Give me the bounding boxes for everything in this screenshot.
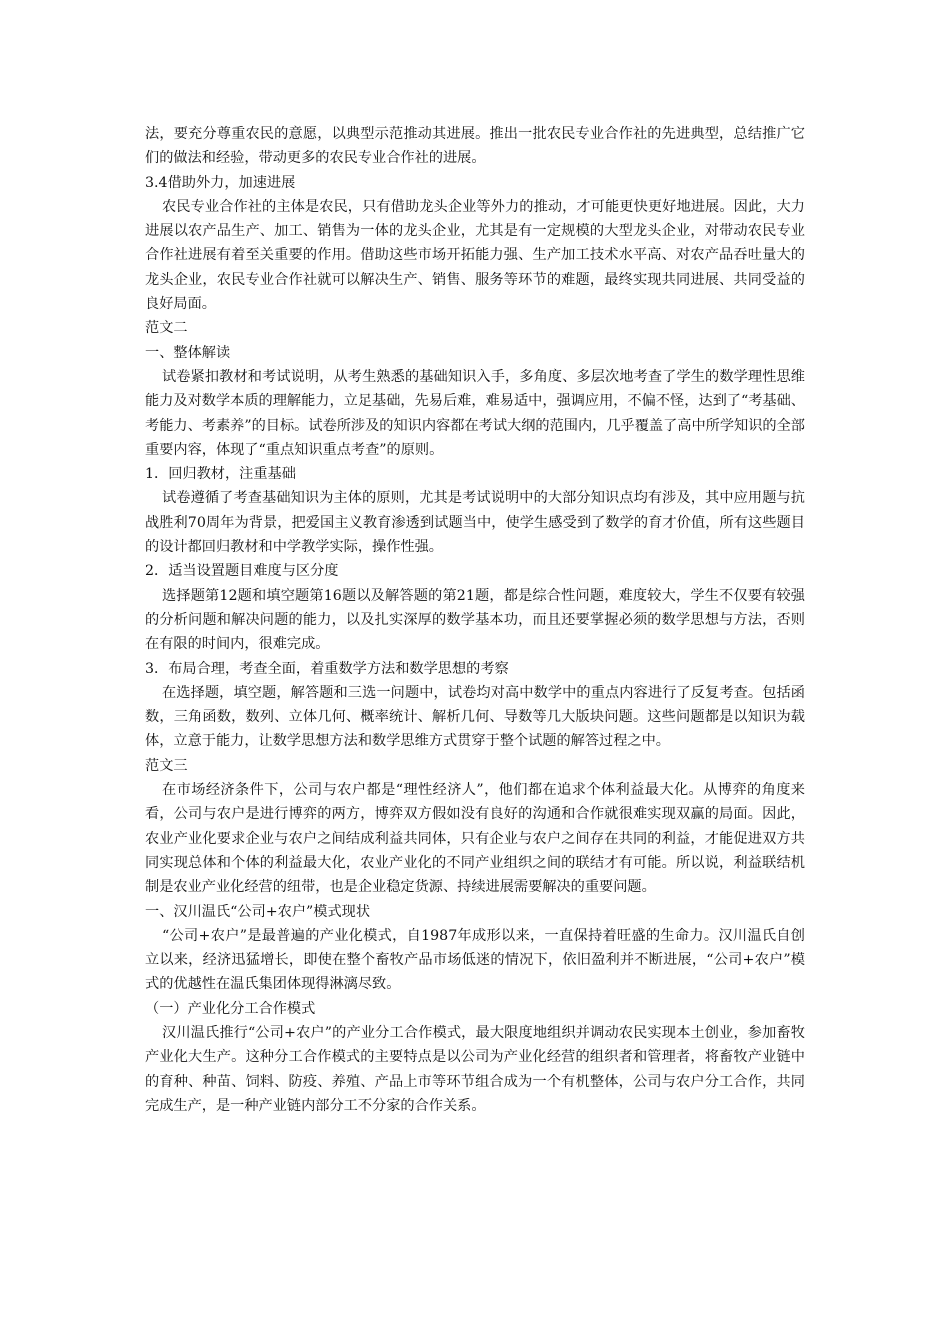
section-heading: 3．布局合理，考查全面，着重数学方法和数学思想的考察 (145, 660, 509, 677)
paragraph: 在市场经济条件下，公司与农户都是“理性经济人”，他们都在追求个体利益最大化。从博弈的角度来看，公司与农户是进行博弈的两方，博弈双方假如没有良好的沟通和合作就很难实现双赢的局面。因此，农业产业化要求企业与农户之间结成利益共同体，只有企业与农户之间存在共同的利益，才能促进双方共同实现总体和个体的利益最大化，农业产业化的不同产业组织之间的联结才有可能。所以说，利益联结机制是农业产业化经营的纽带，也是企业稳定货源、持续进展需要解决的重要问题。 (145, 782, 805, 896)
paragraph: 在选择题，填空题，解答题和三选一问题中，试卷均对高中数学中的重点内容进行了反复考查。包括函数，三角函数，数列、立体几何、概率统计、解析几何、导数等几大版块问题。这些问题都是以知识为载体，立意于能力，让数学思想方法和数学思维方式贯穿于整个试题的解答过程之中。 (145, 684, 805, 750)
section-heading: 3.4借助外力，加速进展 (145, 174, 296, 191)
paragraph: 汉川温氏推行“公司+农户”的产业分工合作模式，最大限度地组织并调动农民实现本土创业，参加畜牧产业化大生产。这种分工合作模式的主要特点是以公司为产业化经营的组织者和管理者，将畜牧产业链中的育种、种苗、饲料、防疫、养殖、产品上市等环节组合成为一个有机整体，公司与农户分工合作，共同完成生产，是一种产业链内部分工不分家的合作关系。 (145, 1024, 805, 1114)
paragraph: 农民专业合作社的主体是农民，只有借助龙头企业等外力的推动，才可能更快更好地进展。因此，大力进展以农产品生产、加工、销售为一体的龙头企业，尤其是有一定规模的大型龙头企业，对带动农民专业合作社进展有着至关重要的作用。借助这些市场开拓能力强、生产加工技术水平高、对农产品吞吐量大的龙头企业，农民专业合作社就可以解决生产、销售、服务等环节的难题，最终实现共同进展、共同受益的良好局面。 (145, 198, 805, 313)
section-heading: 一、汉川温氏“公司+农户”模式现状 (145, 903, 371, 920)
section-heading: 2．适当设置题目难度与区分度 (145, 563, 339, 580)
paragraph: 选择题第12题和填空题第16题以及解答题的第21题，都是综合性问题，难度较大，学生不仅要有较强的分析问题和解决问题的能力，以及扎实深厚的数学基本功，而且还要掌握必须的数学思想与方法，否则在有限的时间内，很难完成。 (145, 587, 805, 653)
paragraph: “公司+农户”是最普遍的产业化模式，自1987年成形以来，一直保持着旺盛的生命力。汉川温氏自创立以来，经济迅猛增长，即使在整个畜牧产品市场低迷的情况下，依旧盈利并不断进展，“公司+农户”模式的优越性在温氏集团体现得淋漓尽致。 (145, 927, 805, 993)
section-heading: 范文二 (145, 320, 188, 337)
paragraph: 试卷遵循了考查基础知识为主体的原则，尤其是考试说明中的大部分知识点均有涉及，其中应用题与抗战胜利70周年为背景，把爱国主义教育渗透到试题当中，使学生感受到了数学的育才价值，所有这些题目的设计都回归教材和中学教学实际，操作性强。 (145, 490, 805, 556)
document-body (145, 122, 805, 1118)
paragraph: 法，要充分尊重农民的意愿，以典型示范推动其进展。推出一批农民专业合作社的先进典型，总结推广它们的做法和经验，带动更多的农民专业合作社的进展。 (145, 126, 805, 167)
section-heading: 范文三 (145, 757, 188, 774)
paragraph: 试卷紧扣教材和考试说明，从考生熟悉的基础知识入手，多角度、多层次地考查了学生的数学理性思维能力及对数学本质的理解能力，立足基础，先易后难，难易适中，强调应用，不偏不怪，达到了“考基础、考能力、考素养”的目标。试卷所涉及的知识内容都在考试大纲的范围内，几乎覆盖了高中所学知识的全部重要内容，体现了“重点知识重点考查”的原则。 (145, 368, 805, 458)
subsection-heading: （一）产业化分工合作模式 (145, 1000, 316, 1017)
section-heading: 一、整体解读 (145, 344, 231, 361)
section-heading: 1．回归教材，注重基础 (145, 466, 296, 483)
